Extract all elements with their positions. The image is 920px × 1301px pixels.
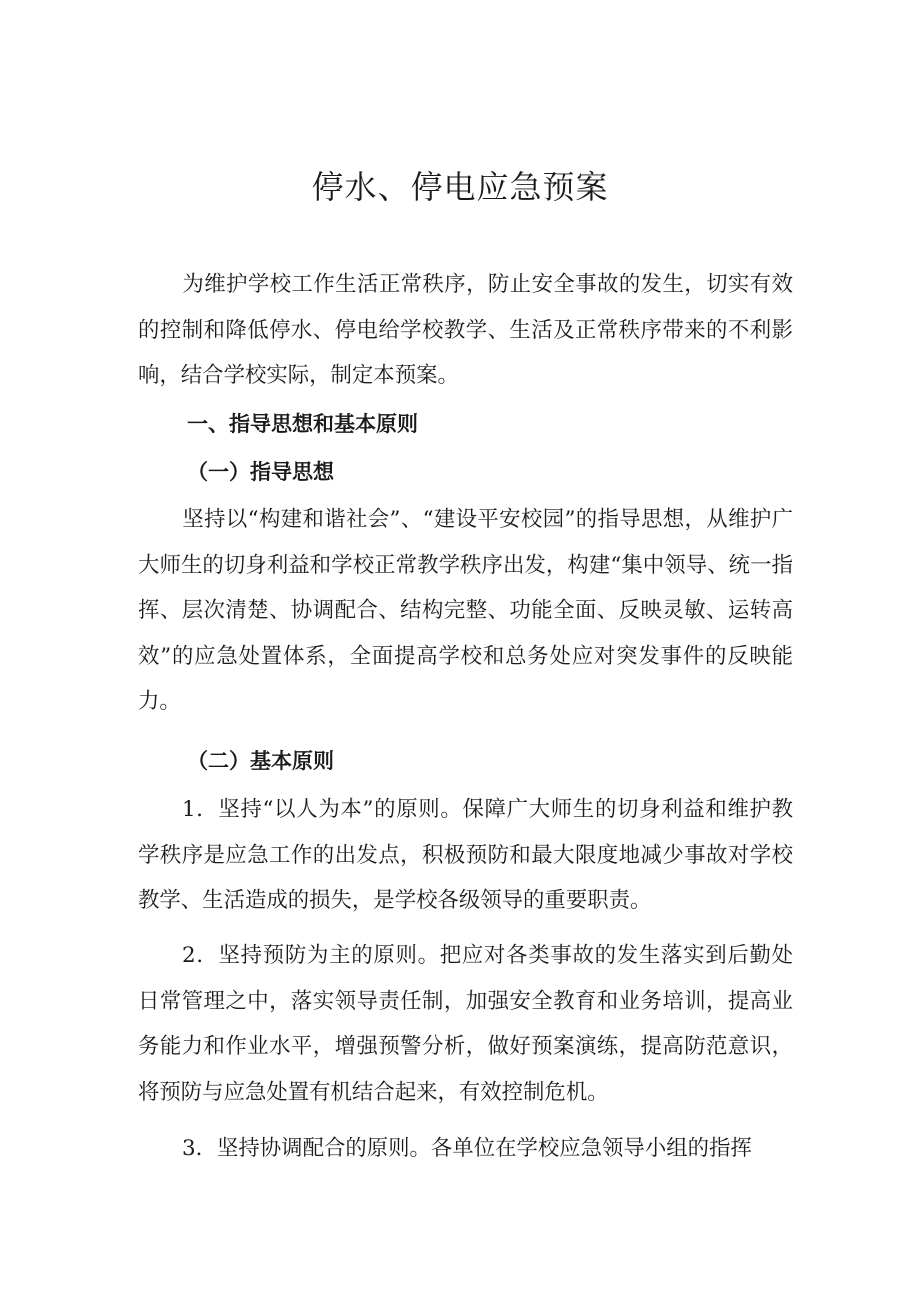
document-title: 停水、停电应急预案 <box>311 168 609 206</box>
principle-1-paragraph <box>138 787 793 924</box>
principle-3-text: 3．坚持协调配合的原则。各单位在学校应急领导小组的指挥 <box>182 1136 752 1161</box>
subsection-heading-basic-principles: （二）基本原则 <box>187 748 334 773</box>
guiding-thought-text: 坚持以“构建和谐社会”、“建设平安校园”的指导思想，从维护广大师生的切身利益和学校正常教学秩序出发，构建“集中领导、统一指挥、层次清楚、协调配合、结构完整、功能全面、反映灵敏、运转高效”的应急处置体系，全面提高学校和总务处应对突发事件的反映能力。 <box>138 507 793 715</box>
subsection-heading-guiding-thought: （一）指导思想 <box>187 459 334 484</box>
section-heading-guiding-principles: 一、指导思想和基本原则 <box>187 412 418 436</box>
principle-2-paragraph <box>138 933 793 1115</box>
guiding-thought-paragraph <box>138 497 793 725</box>
principle-2-text: 2．坚持预防为主的原则。把应对各类事故的发生落实到后勤处日常管理之中，落实领导责任制，加强安全教育和业务培训，提高业务能力和作业水平，增强预警分析，做好预案演练，提高防范意识，将预防与应急处置有机结合起来，有效控制危机。 <box>138 943 793 1105</box>
principle-1-text: 1．坚持“以人为本”的原则。保障广大师生的切身利益和维护教学秩序是应急工作的出发点，积极预防和最大限度地减少事故对学校教学、生活造成的损失，是学校各级领导的重要职责。 <box>138 797 793 914</box>
intro-paragraph <box>138 262 793 399</box>
intro-text: 为维护学校工作生活正常秩序，防止安全事故的发生，切实有效的控制和降低停水、停电给学校教学、生活及正常秩序带来的不利影响，结合学校实际，制定本预案。 <box>138 272 793 389</box>
principle-3-paragraph <box>138 1126 793 1172</box>
